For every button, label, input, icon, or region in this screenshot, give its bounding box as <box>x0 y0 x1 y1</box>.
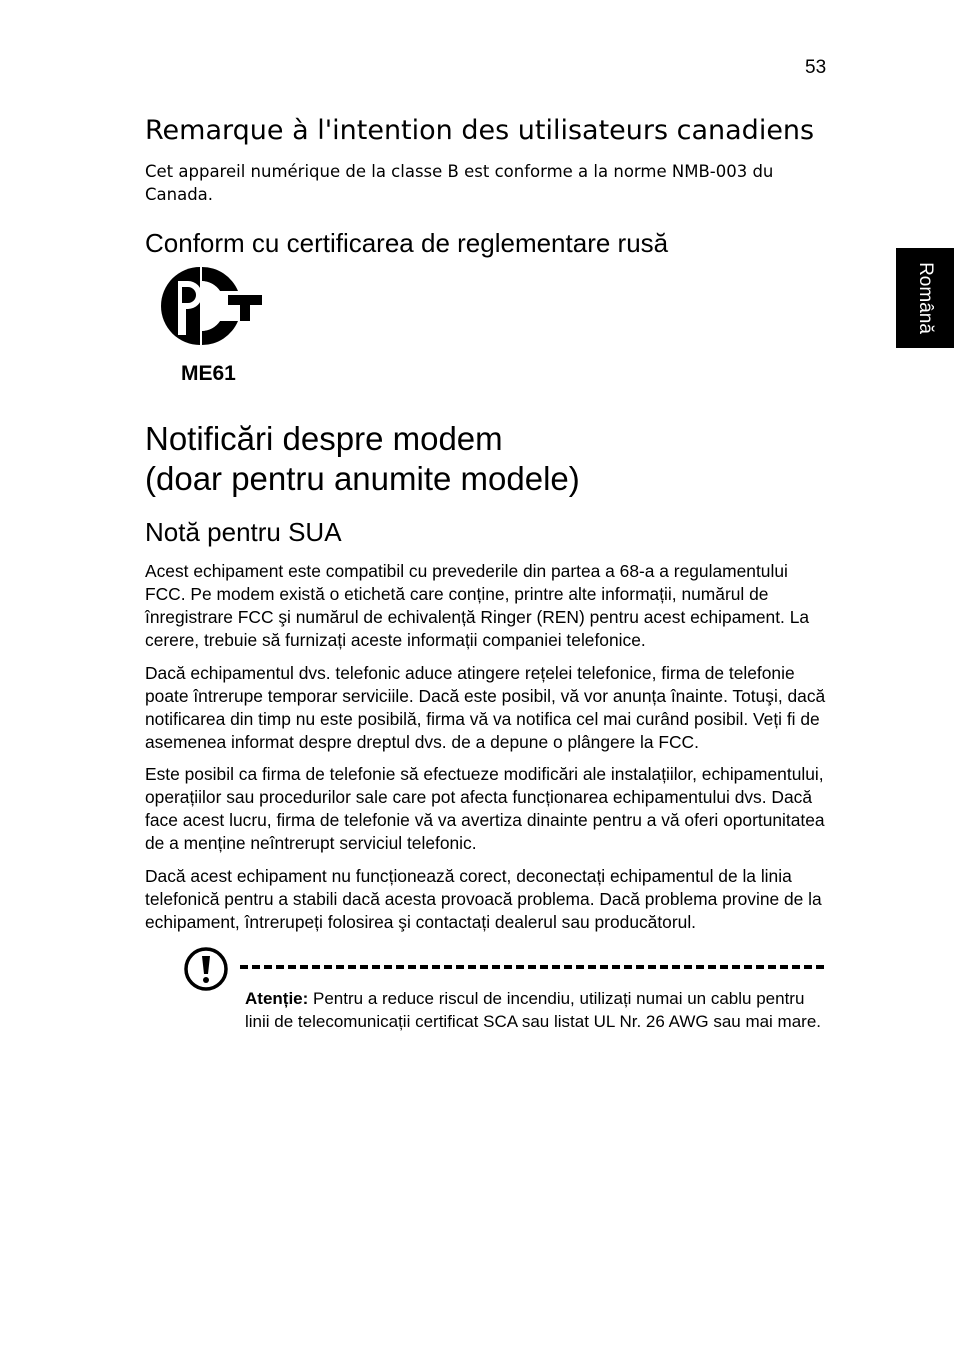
language-tab <box>896 248 954 348</box>
modem-title-line1: Notificări despre modem <box>145 420 503 457</box>
canada-notice: Cet appareil numérique de la classe B est conforme a la norme NMB-003 du Canada. <box>145 162 774 204</box>
exclamation-circle-icon <box>183 946 229 992</box>
caution-label: Atenție: <box>245 989 309 1008</box>
caution-note <box>245 987 825 1033</box>
caution-divider <box>240 965 824 969</box>
russia-heading: Conform cu certificarea de reglementare rusă <box>145 228 669 258</box>
modem-title-line2: (doar pentru anumite modele) <box>145 460 580 497</box>
page-number: 53 <box>805 57 827 78</box>
usa-paragraph-1: Acest echipament este compatibil cu prevederile din partea a 68-a a regulamentului FCC. Pe modem există o etichetă care conține, printre alte informații, numărul de înregistrare FCC şi numărul de echivalență Ringer (REN) pentru acest echipament. La cerere, trebuie să furnizați aceste informații companiei telefonice. <box>145 561 810 650</box>
canada-heading: Remarque à l'intention des utilisateurs canadiens <box>145 115 815 146</box>
language-tab-label: Română <box>915 262 936 334</box>
usa-heading: Notă pentru SUA <box>145 517 342 547</box>
pct-certification-logo <box>158 265 264 347</box>
logo-code: ME61 <box>181 362 236 385</box>
usa-paragraph-3: Este posibil ca firma de telefonie să efectueze modificări ale instalațiilor, echipamentului, operațiilor sau procedurilor sale care pot afecta funcționarea echipamentului dvs. Dacă face acest lucru, firma de telefonie vă va avertiza dinainte pentru a vă oferi oportunitatea de a menține neîntrerupt serviciul telefonic. <box>145 764 825 853</box>
caution-text: Pentru a reduce riscul de incendiu, utilizați numai un cablu pentru linii de telecomunicații certificat SCA sau listat UL Nr. 26 AWG sau mai mare. <box>245 989 822 1031</box>
usa-paragraph-2: Dacă echipamentul dvs. telefonic aduce atingere rețelei telefonice, firma de telefonie poate întrerupe temporar serviciile. Dacă este posibil, vă vor anunța înainte. Totuşi, dacă notificarea din timp nu este posibilă, firma vă va notifica cel mai curând posibil. Veți fi de asemenea informat despre dreptul dvs. de a depune o plângere la FCC. <box>145 663 826 752</box>
modem-title <box>145 419 580 499</box>
usa-paragraph-4: Dacă acest echipament nu funcționează corect, deconectați echipamentul de la linia telefonică pentru a stabili dacă acesta provoacă problema. Dacă problema provine de la echipament, întrerupeți folosirea şi contactați dealerul sau producătorul. <box>145 866 822 932</box>
